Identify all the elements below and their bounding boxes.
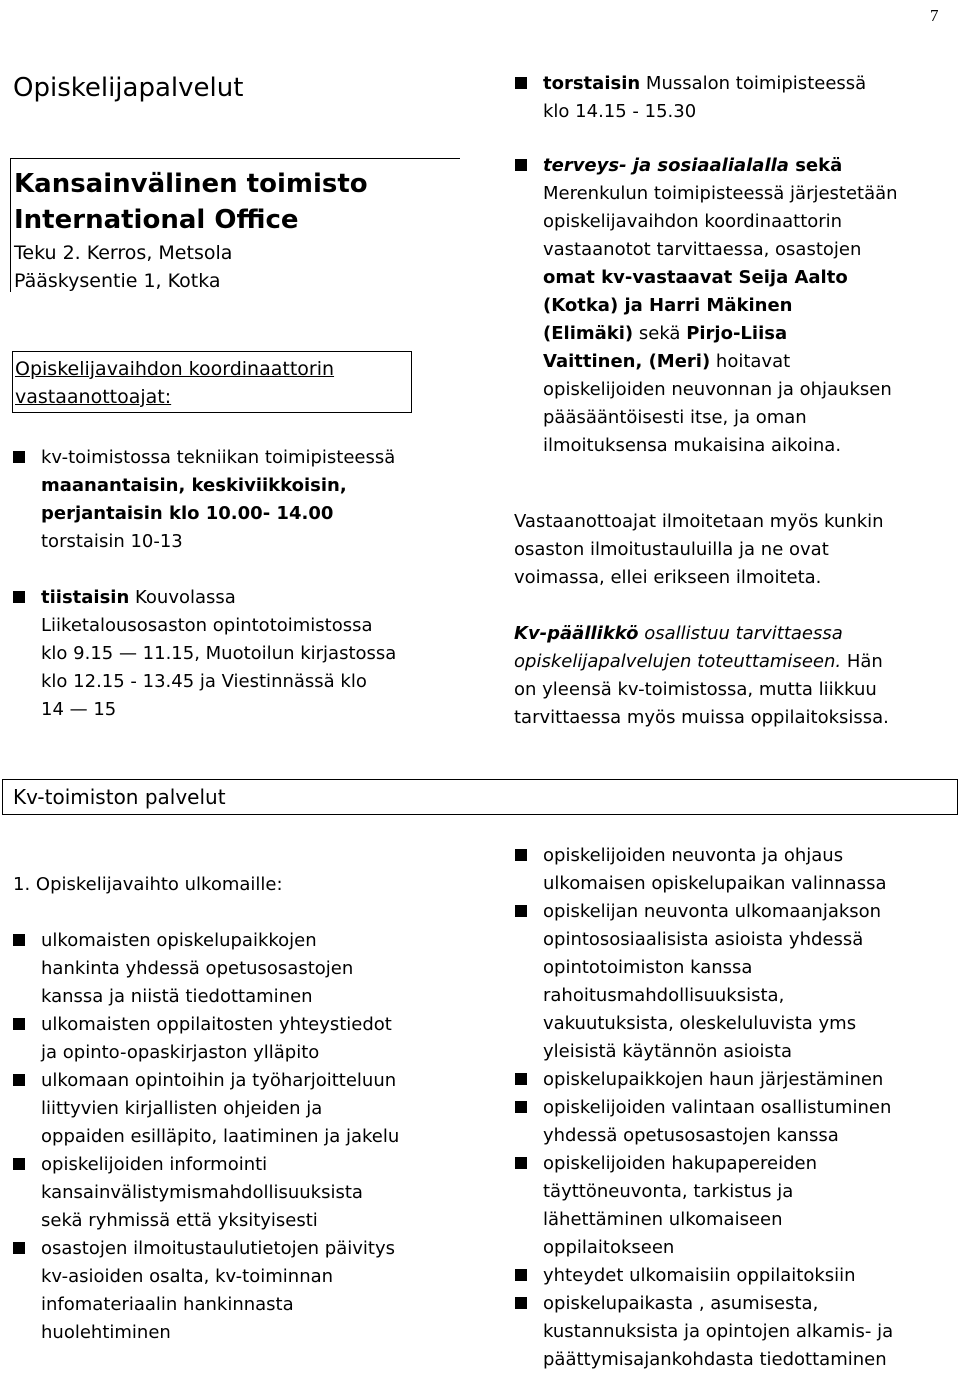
item-line: (Kotka) ja Harri Mäkinen	[543, 295, 793, 316]
services-intro: 1. Opiskelijavaihto ulkomaille:	[13, 874, 283, 895]
paragraph-text: osallistuu tarvittaessa	[638, 623, 843, 644]
list-item	[515, 1066, 955, 1094]
day-label: tiistaisin	[41, 587, 130, 608]
item-line: ja opinto-opaskirjaston ylläpito	[41, 1042, 320, 1063]
item-line: huolehtiminen	[41, 1322, 171, 1343]
item-line: maanantaisin, keskiviikkoisin,	[41, 475, 347, 496]
item-line: opiskelupaikasta , asumisesta,	[543, 1293, 819, 1314]
paragraph-line: voimassa, ellei erikseen ilmoiteta.	[514, 567, 822, 588]
list-item	[515, 70, 955, 126]
list-item	[515, 1150, 955, 1262]
list-item	[515, 842, 955, 898]
section-heading: Opiskelijapalvelut	[13, 73, 244, 103]
item-line: klo 12.15 - 13.45 ja Viestinnässä klo	[41, 671, 367, 692]
services-list-left	[13, 927, 483, 1347]
right-column	[515, 70, 955, 732]
item-line: torstaisin 10-13	[41, 531, 183, 552]
list-item	[13, 1151, 483, 1235]
paragraph-line: tarvittaessa myös muissa oppilaitoksissa.	[514, 707, 889, 728]
paragraph-line: Vastaanottoajat ilmoitetaan myös kunkin	[514, 511, 884, 532]
list-item	[515, 1094, 955, 1150]
item-line	[543, 152, 955, 180]
item-line: rahoitusmahdollisuuksista,	[543, 985, 785, 1006]
paragraph-line: osaston ilmoitustauluilla ja ne ovat	[514, 539, 829, 560]
office-title-line: International Office	[14, 205, 299, 235]
paragraph-text: Hän	[841, 651, 883, 672]
item-line: sekä ryhmissä että yksityisesti	[41, 1210, 318, 1231]
item-line: oppaiden esilläpito, laatiminen ja jakelu	[41, 1126, 400, 1147]
item-text: sekä	[633, 323, 687, 344]
coordinator-heading	[15, 355, 334, 411]
role-label: Kv-päällikkö	[514, 623, 639, 644]
list-item	[13, 1011, 483, 1067]
item-line: opiskelijoiden neuvonta ja ohjaus	[543, 845, 844, 866]
item-line: omat kv-vastaavat Seija Aalto	[543, 267, 848, 288]
item-line: ilmoituksensa mukaisina aikoina.	[543, 435, 842, 456]
list-item	[515, 898, 955, 1066]
notice-paragraph	[514, 508, 955, 592]
office-title	[14, 166, 368, 238]
item-line: opiskelijoiden neuvonnan ja ohjauksen	[543, 379, 892, 400]
item-line: kustannuksista ja opintojen alkamis- ja	[543, 1321, 894, 1342]
item-text: Kouvolassa	[129, 587, 236, 608]
list-item	[13, 927, 483, 1011]
list-item	[515, 152, 955, 460]
list-item	[515, 1262, 955, 1290]
item-line: lähettäminen ulkomaiseen	[543, 1209, 783, 1230]
coordinator-heading-line: Opiskelijavaihdon koordinaattorin	[15, 358, 335, 380]
item-line: kansainvälistymismahdollisuuksista	[41, 1182, 363, 1203]
item-line: opiskelijoiden informointi	[41, 1154, 268, 1175]
manager-paragraph	[514, 620, 955, 732]
item-line: liittyvien kirjallisten ohjeiden ja	[41, 1098, 323, 1119]
item-line: täyttöneuvonta, tarkistus ja	[543, 1181, 794, 1202]
item-line: kanssa ja niistä tiedottaminen	[41, 986, 313, 1007]
item-line: pääsääntöisesti itse, ja oman	[543, 407, 807, 428]
name-text: (Elimäki)	[543, 323, 634, 344]
item-line	[41, 584, 458, 612]
item-line: osastojen ilmoitustaulutietojen päivitys	[41, 1238, 395, 1259]
item-line: opiskelupaikkojen haun järjestäminen	[543, 1069, 884, 1090]
field-label: terveys- ja sosiaalialalla	[543, 155, 789, 176]
item-line: klo 14.15 - 15.30	[543, 101, 697, 122]
item-line: opiskelijan neuvonta ulkomaanjakson	[543, 901, 882, 922]
name-text: Pirjo-Liisa	[686, 323, 788, 344]
item-line: ulkomaisten oppilaitosten yhteystiedot	[41, 1014, 392, 1035]
item-line: päättymisajankohdasta tiedottaminen	[543, 1349, 887, 1370]
services-left	[13, 871, 483, 1347]
item-line: opintotoimiston kanssa	[543, 957, 753, 978]
reception-times	[13, 444, 458, 724]
item-line: vakuutuksista, oleskeluluvista yms	[543, 1013, 857, 1034]
item-line: kv-toimistossa tekniikan toimipisteessä	[41, 447, 396, 468]
services-right	[515, 842, 955, 1374]
list-item	[13, 1235, 483, 1347]
item-line: yhdessä opetusosastojen kanssa	[543, 1125, 839, 1146]
address-line: Teku 2. Kerros, Metsola	[14, 242, 233, 264]
item-line: opiskelijoiden hakupapereiden	[543, 1153, 817, 1174]
item-line: yleisistä käytännön asioista	[543, 1041, 793, 1062]
item-line: ulkomaisen opiskelupaikan valinnassa	[543, 873, 887, 894]
item-line: opiskelijoiden valintaan osallistuminen	[543, 1097, 892, 1118]
list-item	[515, 1290, 955, 1374]
page-number: 7	[930, 6, 939, 25]
item-line	[543, 70, 955, 98]
item-line: perjantaisin klo 10.00- 14.00	[41, 503, 334, 524]
office-address	[14, 239, 232, 295]
name-text: Vaittinen, (Meri)	[543, 351, 711, 372]
item-line: hankinta yhdessä opetusosastojen	[41, 958, 354, 979]
coordinator-heading-line: vastaanottoajat:	[15, 386, 172, 408]
item-text: sekä	[788, 155, 843, 176]
item-line: opiskelijavaihdon koordinaattorin	[543, 211, 843, 232]
address-line: Pääskysentie 1, Kotka	[14, 270, 221, 292]
list-item	[13, 444, 458, 556]
paragraph-line: on yleensä kv-toimistossa, mutta liikkuu	[514, 679, 877, 700]
item-line: ulkomaan opintoihin ja työharjoitteluun	[41, 1070, 397, 1091]
list-item	[13, 584, 458, 724]
day-label: torstaisin	[543, 73, 641, 94]
item-line: oppilaitokseen	[543, 1237, 675, 1258]
item-line: opintososiaalisista asioista yhdessä	[543, 929, 864, 950]
office-title-line: Kansainvälinen toimisto	[14, 169, 368, 199]
paragraph-text: opiskelijapalvelujen toteuttamiseen.	[514, 651, 842, 672]
item-line: kv-asioiden osalta, kv-toiminnan	[41, 1266, 334, 1287]
item-line: Merenkulun toimipisteessä järjestetään	[543, 183, 898, 204]
paragraph-line	[514, 620, 955, 648]
item-text: Mussalon toimipisteessä	[640, 73, 867, 94]
item-line: Liiketalousosaston opintotoimistossa	[41, 615, 373, 636]
item-line	[543, 320, 955, 348]
item-line: infomateriaalin hankinnasta	[41, 1294, 294, 1315]
item-line: yhteydet ulkomaisiin oppilaitoksiin	[543, 1265, 856, 1286]
item-text: hoitavat	[710, 351, 791, 372]
item-line: vastaanotot tarvittaessa, osastojen	[543, 239, 862, 260]
paragraph-line	[514, 648, 955, 676]
item-line	[543, 348, 955, 376]
list-item	[13, 1067, 483, 1151]
item-line: klo 9.15 — 11.15, Muotoilun kirjastossa	[41, 643, 397, 664]
services-heading: Kv-toimiston palvelut	[13, 785, 226, 809]
item-line: 14 — 15	[41, 699, 117, 720]
services-list-right	[515, 842, 955, 1374]
item-line: ulkomaisten opiskelupaikkojen	[41, 930, 317, 951]
